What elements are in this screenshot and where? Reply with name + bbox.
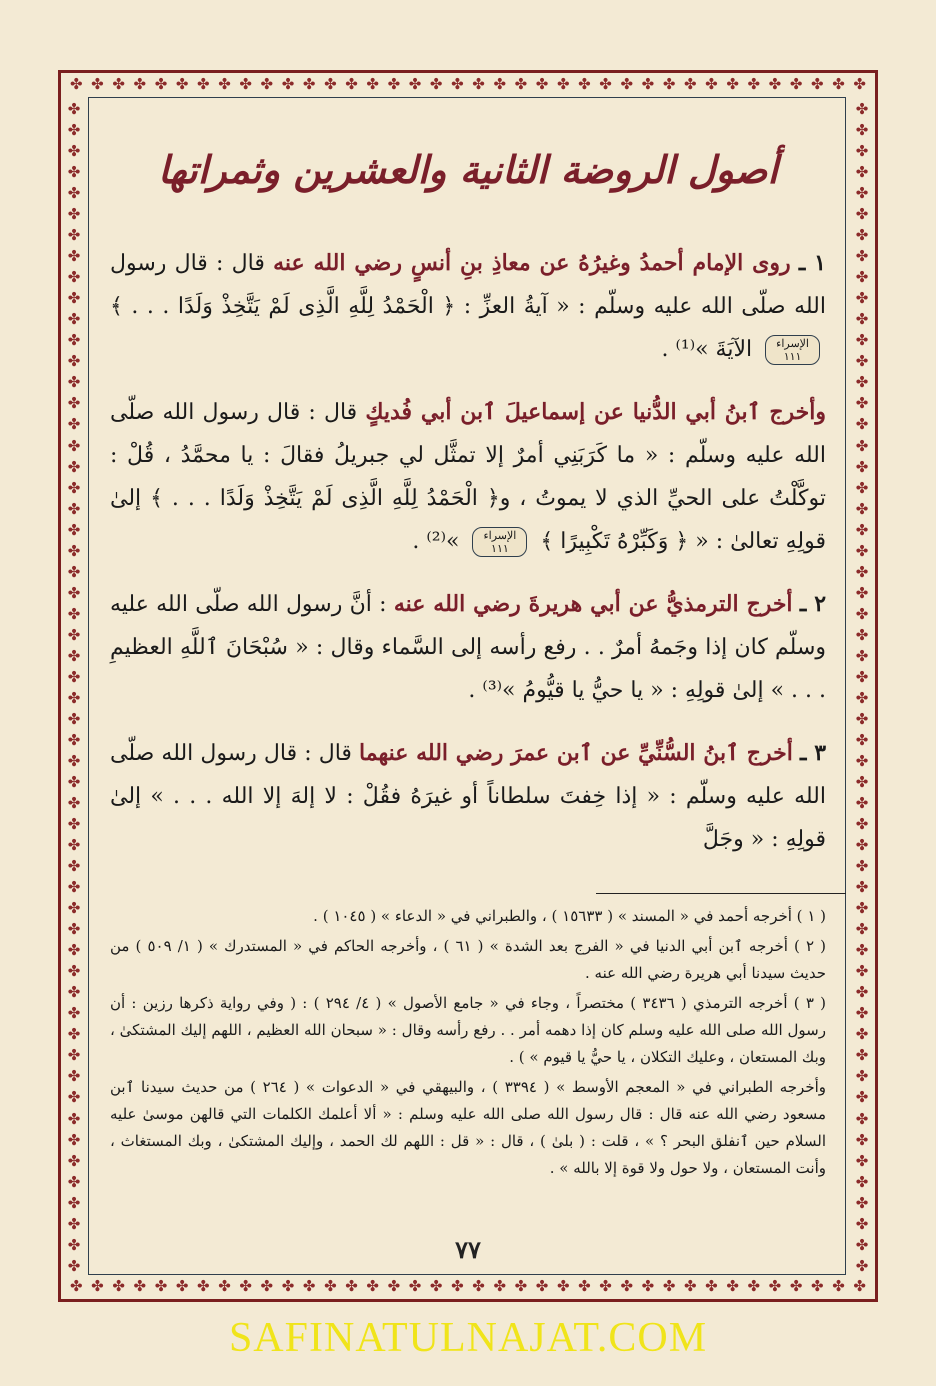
ornament-icon: ✤ <box>67 1130 81 1149</box>
ornament-icon: ✤ <box>855 773 869 791</box>
ornament-icon: ✤ <box>112 75 125 93</box>
ornament-icon: ✤ <box>281 1277 295 1295</box>
main-text <box>110 242 826 881</box>
ornament-icon: ✤ <box>67 457 81 476</box>
ornament-icon: ✤ <box>556 1277 570 1295</box>
paragraph-text: قال : قال رسول الله صلّى الله عليه وسلّم : « آيةُ العزِّ : ﴿ الْحَمْدُ لِلَّهِ الَّذِى لَمْ يَتَّخِذْ وَلَدًا . . . ﴾ <box>110 251 826 319</box>
ornament-icon: ✤ <box>67 773 81 791</box>
ornament-icon: ✤ <box>67 604 81 623</box>
ornament-icon: ✤ <box>768 75 782 93</box>
ornament-icon: ✤ <box>67 1046 81 1065</box>
ornament-icon: ✤ <box>112 1277 125 1295</box>
ornament-icon: ✤ <box>855 289 869 308</box>
page-title: أصول الروضة الثانية والعشرين وثمراتها <box>158 147 778 192</box>
paragraph <box>110 732 826 861</box>
ornament-icon: ✤ <box>67 941 81 960</box>
ornament-icon: ✤ <box>218 1277 231 1295</box>
paragraph-number: ٢ ـ <box>799 591 827 617</box>
ornament-icon: ✤ <box>641 1277 655 1295</box>
ornament-icon: ✤ <box>67 920 81 939</box>
sura-name: الإسراء <box>776 337 809 350</box>
ornament-row-top <box>70 74 866 94</box>
ornament-icon: ✤ <box>855 121 869 140</box>
ornament-icon: ✤ <box>67 163 81 182</box>
ornament-icon: ✤ <box>855 688 869 707</box>
ornament-icon: ✤ <box>855 625 869 644</box>
ornament-icon: ✤ <box>855 604 869 623</box>
paragraph <box>110 583 826 712</box>
ornament-icon: ✤ <box>855 373 869 392</box>
ornament-icon: ✤ <box>175 75 189 93</box>
ornament-icon: ✤ <box>855 163 869 182</box>
ornament-column-right <box>852 100 872 1275</box>
ornament-icon: ✤ <box>345 1277 358 1295</box>
ornament-icon: ✤ <box>855 436 869 455</box>
ornament-icon: ✤ <box>855 794 869 813</box>
ornament-icon: ✤ <box>514 1277 528 1295</box>
paragraph-number: ١ ـ <box>798 250 826 276</box>
ornament-icon: ✤ <box>855 1109 869 1128</box>
ornament-icon: ✤ <box>67 205 81 224</box>
ornament-icon: ✤ <box>302 1277 316 1295</box>
ornament-icon: ✤ <box>855 478 869 497</box>
ornament-icon: ✤ <box>472 1277 485 1295</box>
ornament-icon: ✤ <box>855 310 869 329</box>
footnote-separator <box>596 893 846 894</box>
footnote: ( ١ ) أخرجه أحمد في « المسند » ( ١٥٦٣٣ ) ، والطبراني في « الدعاء » ( ١٠٤٥ ) . <box>313 907 826 925</box>
ornament-icon: ✤ <box>67 499 81 518</box>
ornament-icon: ✤ <box>683 1277 697 1295</box>
ornament-icon: ✤ <box>67 1088 81 1107</box>
ornament-icon: ✤ <box>67 1235 81 1254</box>
ornament-icon: ✤ <box>811 75 824 93</box>
ornament-icon: ✤ <box>67 478 81 497</box>
ornament-icon: ✤ <box>260 75 274 93</box>
ornament-icon: ✤ <box>67 268 81 287</box>
ornament-icon: ✤ <box>429 75 443 93</box>
ornament-icon: ✤ <box>855 100 869 118</box>
sura-reference-badge <box>472 527 527 557</box>
ornament-icon: ✤ <box>67 1193 81 1212</box>
ornament-icon: ✤ <box>67 836 81 855</box>
ornament-icon: ✤ <box>855 415 869 434</box>
ornament-icon: ✤ <box>855 1172 869 1191</box>
ornament-icon: ✤ <box>67 541 81 560</box>
ornament-icon: ✤ <box>67 352 81 371</box>
ornament-icon: ✤ <box>535 75 549 93</box>
ornament-icon: ✤ <box>345 75 358 93</box>
ornament-icon: ✤ <box>620 1277 634 1295</box>
ornament-icon: ✤ <box>855 941 869 960</box>
ornament-icon: ✤ <box>218 75 231 93</box>
ornament-icon: ✤ <box>451 75 464 93</box>
narrator-lead: روى الإمام أحمدُ وغيرُهُ عن معاذِ بنِ أنسٍ رضي الله عنه <box>273 250 791 276</box>
ornament-icon: ✤ <box>662 1277 676 1295</box>
ornament-icon: ✤ <box>855 583 869 602</box>
ornament-icon: ✤ <box>67 310 81 329</box>
ornament-icon: ✤ <box>67 373 81 392</box>
ornament-icon: ✤ <box>855 520 869 539</box>
ornament-icon: ✤ <box>855 836 869 855</box>
ornament-icon: ✤ <box>67 646 81 665</box>
ornament-icon: ✤ <box>855 962 869 981</box>
ornament-icon: ✤ <box>67 289 81 308</box>
ornament-icon: ✤ <box>747 1277 761 1295</box>
ornament-row-bottom <box>70 1276 866 1296</box>
ornament-icon: ✤ <box>855 1151 869 1170</box>
ornament-icon: ✤ <box>705 1277 718 1295</box>
ornament-icon: ✤ <box>683 75 697 93</box>
ornament-icon: ✤ <box>67 247 81 266</box>
ornament-column-left <box>64 100 84 1275</box>
ornament-icon: ✤ <box>855 1256 869 1275</box>
ornament-icon: ✤ <box>855 1130 869 1149</box>
ornament-icon: ✤ <box>514 75 528 93</box>
ornament-icon: ✤ <box>67 1025 81 1044</box>
ornament-icon: ✤ <box>67 184 81 203</box>
ornament-icon: ✤ <box>67 394 81 413</box>
ornament-icon: ✤ <box>855 184 869 203</box>
ornament-icon: ✤ <box>387 1277 401 1295</box>
ornament-icon: ✤ <box>67 688 81 707</box>
ornament-icon: ✤ <box>67 415 81 434</box>
ornament-icon: ✤ <box>67 625 81 644</box>
ornament-icon: ✤ <box>641 75 655 93</box>
ornament-icon: ✤ <box>493 75 507 93</box>
ornament-icon: ✤ <box>197 75 210 93</box>
narrator-lead: وأخرج ٱبنُ أبي الدُّنيا عن إسماعيلَ ٱبن أبي فُديكٍ <box>365 399 827 425</box>
ornament-icon: ✤ <box>855 667 869 686</box>
ornament-icon: ✤ <box>789 1277 803 1295</box>
ornament-icon: ✤ <box>260 1277 274 1295</box>
ornament-icon: ✤ <box>67 815 81 834</box>
ornament-icon: ✤ <box>599 75 612 93</box>
ornament-icon: ✤ <box>855 751 869 770</box>
ornament-icon: ✤ <box>855 1004 869 1023</box>
narrator-lead: أخرج الترمذيُّ عن أبي هريرةَ رضي الله عنه <box>393 591 793 617</box>
ornament-icon: ✤ <box>855 1067 869 1086</box>
ornament-icon: ✤ <box>855 1214 869 1233</box>
ornament-icon: ✤ <box>91 1277 104 1295</box>
ornament-icon: ✤ <box>67 121 81 140</box>
ornament-icon: ✤ <box>154 75 168 93</box>
ornament-icon: ✤ <box>855 226 869 245</box>
sura-name: الإسراء <box>483 529 517 542</box>
ornament-icon: ✤ <box>239 1277 252 1295</box>
ornament-icon: ✤ <box>855 920 869 939</box>
ornament-icon: ✤ <box>855 457 869 476</box>
ornament-icon: ✤ <box>599 1277 612 1295</box>
ornament-icon: ✤ <box>387 75 401 93</box>
ornament-icon: ✤ <box>175 1277 189 1295</box>
paragraph-number: ٣ ـ <box>799 740 827 766</box>
footnote: ( ٢ ) أخرجه ٱبن أبي الدنيا في « الفرج بعد الشدة » ( ٦١ ) ، وأخرجه الحاكم في « المستدرك » ( ١/ ٥٠٩ ) من حديث سيدنا أبي هريرة رضي الله عنه . <box>110 937 826 982</box>
ornament-icon: ✤ <box>197 1277 210 1295</box>
paragraph <box>110 242 826 371</box>
ornament-icon: ✤ <box>67 562 81 581</box>
ornament-icon: ✤ <box>324 75 337 93</box>
ornament-icon: ✤ <box>366 1277 379 1295</box>
ayah-number: ١١١ <box>491 542 509 555</box>
ornament-icon: ✤ <box>67 331 81 350</box>
paragraph-text-end: الآيَةَ »⁽¹⁾ . <box>661 337 753 362</box>
ornament-icon: ✤ <box>789 75 803 93</box>
ornament-icon: ✤ <box>67 142 81 161</box>
ornament-icon: ✤ <box>855 646 869 665</box>
ornament-icon: ✤ <box>154 1277 168 1295</box>
ornament-icon: ✤ <box>855 352 869 371</box>
ornament-icon: ✤ <box>70 75 83 93</box>
ornament-icon: ✤ <box>855 709 869 728</box>
ornament-icon: ✤ <box>855 1046 869 1065</box>
ornament-icon: ✤ <box>324 1277 337 1295</box>
ornament-icon: ✤ <box>832 75 845 93</box>
ornament-icon: ✤ <box>855 268 869 287</box>
ornament-icon: ✤ <box>67 100 81 118</box>
ornament-icon: ✤ <box>429 1277 443 1295</box>
ornament-icon: ✤ <box>91 75 104 93</box>
ornament-icon: ✤ <box>556 75 570 93</box>
ornament-icon: ✤ <box>67 583 81 602</box>
ornament-icon: ✤ <box>855 331 869 350</box>
ornament-icon: ✤ <box>67 899 81 918</box>
ornament-icon: ✤ <box>855 394 869 413</box>
footnote: وأخرجه الطبراني في « المعجم الأوسط » ( ٣٣٩٤ ) ، والبيهقي في « الدعوات » ( ٢٦٤ ) من حديث سيدنا ٱبن مسعود رضي الله عنه قال : قال رسول الله صلى الله عليه وسلم : « ألا أعلمك الكلمات التي قالهن موسىٰ عليه السلام حين ٱنفلق البحر ؟ » ، قلت : ( بلىٰ ) ، قال : « قل : اللهم لك الحمد ، وإليك المشتكىٰ ، وبك المستغاث ، وأنت المستعان ، ولا حول ولا قوة إلا بالله » . <box>110 1078 826 1177</box>
ornament-icon: ✤ <box>855 562 869 581</box>
sura-reference-badge <box>765 335 820 365</box>
paragraph-text: قال : قال رسول الله صلّى الله عليه وسلّم : « إذا خِفتَ سلطاناً أو غيرَهُ فقُلْ : لا إلهَ إلا الله . . . » إلىٰ قولِهِ : « وجَلَّ <box>110 741 826 852</box>
footnote: ( ٣ ) أخرجه الترمذي ( ٣٤٣٦ ) مختصراً ، وجاء في « جامع الأصول » ( ٤/ ٢٩٤ ) : ( وفي رواية ذكرها رزين : أن رسول الله صلى الله عليه وسلم كان إذا دهمه أمر . . رفع رأسه وقال : « سبحان الله العظيم ، اللهم إليك المشتكىٰ ، وبك المستعان ، وعليك التكلان ، يا حيُّ يا قيوم » ) . <box>110 994 827 1066</box>
ornament-icon: ✤ <box>67 730 81 749</box>
ornament-icon: ✤ <box>855 1193 869 1212</box>
ornament-icon: ✤ <box>855 541 869 560</box>
ornament-icon: ✤ <box>855 205 869 224</box>
ornament-icon: ✤ <box>620 75 634 93</box>
ornament-icon: ✤ <box>67 667 81 686</box>
ornament-icon: ✤ <box>832 1277 845 1295</box>
ornament-icon: ✤ <box>853 75 866 93</box>
ornament-icon: ✤ <box>67 1256 81 1275</box>
ornament-icon: ✤ <box>855 142 869 161</box>
ornament-icon: ✤ <box>855 1025 869 1044</box>
ornament-icon: ✤ <box>67 794 81 813</box>
ornament-icon: ✤ <box>67 1067 81 1086</box>
ornament-icon: ✤ <box>67 1109 81 1128</box>
paragraph <box>110 391 826 563</box>
ornament-icon: ✤ <box>70 1277 83 1295</box>
ornament-icon: ✤ <box>853 1277 866 1295</box>
ornament-icon: ✤ <box>408 1277 422 1295</box>
ornament-icon: ✤ <box>662 75 676 93</box>
ornament-icon: ✤ <box>578 1277 591 1295</box>
ayah-number: ١١١ <box>783 350 802 363</box>
ornament-icon: ✤ <box>451 1277 464 1295</box>
ornament-icon: ✤ <box>493 1277 507 1295</box>
ornament-icon: ✤ <box>133 75 147 93</box>
ornament-icon: ✤ <box>67 878 81 897</box>
ornament-icon: ✤ <box>67 709 81 728</box>
ornament-icon: ✤ <box>408 75 422 93</box>
ornament-icon: ✤ <box>67 226 81 245</box>
ornament-icon: ✤ <box>855 499 869 518</box>
ornament-icon: ✤ <box>67 857 81 876</box>
ornament-icon: ✤ <box>67 1172 81 1191</box>
ornament-icon: ✤ <box>535 1277 549 1295</box>
ornament-icon: ✤ <box>239 75 252 93</box>
ornament-icon: ✤ <box>67 1214 81 1233</box>
ornament-icon: ✤ <box>855 857 869 876</box>
ornament-icon: ✤ <box>133 1277 147 1295</box>
ornament-icon: ✤ <box>67 962 81 981</box>
ornament-icon: ✤ <box>855 1235 869 1254</box>
narrator-lead: أخرج ٱبنُ السُّنِّيِّ عن ٱبن عمرَ رضي الله عنهما <box>359 740 793 766</box>
ornament-icon: ✤ <box>705 75 718 93</box>
ornament-icon: ✤ <box>578 75 591 93</box>
ornament-icon: ✤ <box>726 75 739 93</box>
ornament-icon: ✤ <box>472 75 485 93</box>
ornament-icon: ✤ <box>67 436 81 455</box>
footnotes <box>110 903 826 1185</box>
ornament-icon: ✤ <box>67 751 81 770</box>
ornament-icon: ✤ <box>768 1277 782 1295</box>
ornament-icon: ✤ <box>855 1088 869 1107</box>
ornament-icon: ✤ <box>67 1004 81 1023</box>
page-number: ٧٧ <box>455 1235 481 1264</box>
watermark: SAFINATULNAJAT.COM <box>228 1315 708 1361</box>
ornament-icon: ✤ <box>67 983 81 1002</box>
ornament-icon: ✤ <box>855 899 869 918</box>
ornament-icon: ✤ <box>366 75 379 93</box>
ornament-icon: ✤ <box>67 520 81 539</box>
ornament-icon: ✤ <box>726 1277 739 1295</box>
ornament-icon: ✤ <box>67 1151 81 1170</box>
paragraph-text: قال : قال رسول الله صلّى الله عليه وسلّم : « ما كَرَبَنِي أمرٌ إلا تمثَّل لي جبريلُ فقالَ : يا محمَّدُ ، قُلْ : توكَّلْتُ على الحيِّ الذي لا يموتُ ، و﴿ الْحَمْدُ لِلَّهِ الَّذِى لَمْ يَتَّخِذْ وَلَدًا . . . ﴾ إلىٰ قولِهِ تعالىٰ : « ﴿ وَكَبِّرْهُ تَكْبِيرًا ﴾ <box>110 400 826 554</box>
ornament-icon: ✤ <box>855 730 869 749</box>
ornament-icon: ✤ <box>855 247 869 266</box>
ornament-icon: ✤ <box>302 75 316 93</box>
ornament-icon: ✤ <box>281 75 295 93</box>
ornament-icon: ✤ <box>855 815 869 834</box>
ornament-icon: ✤ <box>855 983 869 1002</box>
ornament-icon: ✤ <box>811 1277 824 1295</box>
ornament-icon: ✤ <box>855 878 869 897</box>
paragraph-text: : أنَّ رسول الله صلّى الله عليه وسلّم كان إذا وجَمهُ أمرٌ . . رفع رأسه إلى السَّماء وقال : « سُبْحَانَ ٱللَّهِ العظيمِ . . . » إلىٰ قولِهِ : « يا حيُّ يا قيُّومُ »⁽³⁾ . <box>110 592 826 703</box>
paragraph-text-end: »⁽²⁾ . <box>412 529 460 554</box>
ornament-icon: ✤ <box>747 75 761 93</box>
